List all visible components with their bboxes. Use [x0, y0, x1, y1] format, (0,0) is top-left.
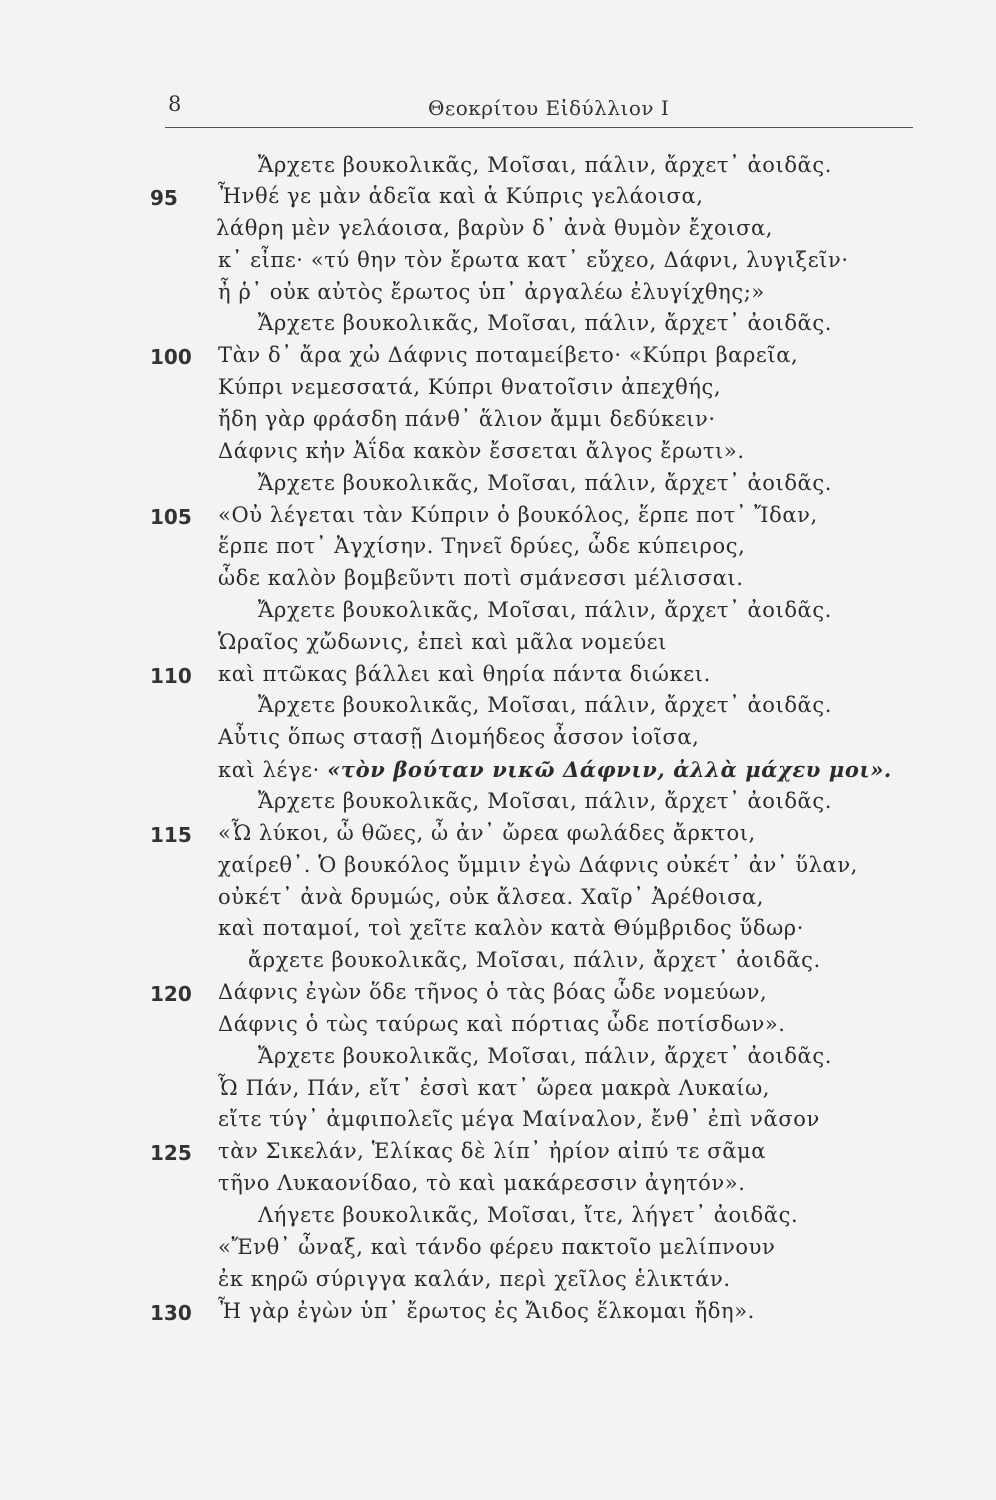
verse-text-main: Ἄρχετε βουκολικᾶς, Μοῖσαι, πάλιν, ἄρχετ᾿ ἀοιδᾶς. — [258, 598, 832, 622]
verse-text — [218, 1076, 770, 1100]
verse-text — [218, 1171, 746, 1195]
verse-line — [0, 757, 996, 787]
running-head: Θεοκρίτου Εἰδύλλιον Ι — [428, 96, 670, 120]
verse-line — [0, 153, 996, 183]
verse-text — [258, 153, 832, 177]
verse-text — [218, 1267, 731, 1291]
verse-line — [0, 662, 996, 692]
verse-text — [218, 980, 767, 1004]
verse-line — [0, 566, 996, 596]
verse-text-main: «Ὦ λύκοι, ὦ θῶες, ὦ ἀν᾿ ὤρεα φωλάδες ἄρκτοι, — [218, 821, 756, 845]
verse-text — [218, 1012, 786, 1036]
verse-text — [218, 1299, 755, 1323]
verse-line — [0, 248, 996, 278]
verse-line — [0, 948, 996, 978]
verse-line — [0, 598, 996, 628]
verse-text-main: Κύπρι νεμεσσατά, Κύπρι θνατοῖσιν ἀπεχθής, — [218, 375, 722, 399]
verse-text — [218, 534, 745, 558]
verse-text-main: τῆνο Λυκαονίδαο, τὸ καὶ μακάρεσσιν ἀγητόν». — [218, 1171, 746, 1195]
verse-text — [218, 885, 764, 909]
verse-text — [218, 184, 704, 208]
line-number: 130 — [150, 1301, 192, 1325]
verse-text — [218, 407, 716, 431]
verse-line — [0, 885, 996, 915]
verse-text — [218, 503, 818, 527]
verse-text — [218, 375, 721, 399]
verse-text-main: Λήγετε βουκολικᾶς, Μοῖσαι, ἴτε, λήγετ᾿ ἀοιδᾶς. — [258, 1203, 799, 1227]
verse-text — [218, 1139, 766, 1163]
verse-text-main: Ἦ γὰρ ἐγὼν ὑπ᾿ ἔρωτος ἐς Ἄιδος ἕλκομαι ἤδη». — [218, 1299, 755, 1323]
verse-text — [218, 853, 858, 877]
verse-text — [258, 1044, 832, 1068]
line-number: 120 — [150, 982, 192, 1006]
verse-text-main: οὐκέτ᾿ ἀνὰ δρυμώς, οὐκ ἄλσεα. Χαῖρ᾿ Ἀρέθοισα, — [218, 885, 765, 909]
verse-line — [0, 1299, 996, 1329]
verse-text-main: «Οὐ λέγεται τὰν Κύπριν ὁ βουκόλος, ἕρπε ποτ᾿ Ἴδαν, — [218, 503, 818, 527]
verse-text-main: λάθρη μὲν γελάοισα, βαρὺν δ᾿ ἀνὰ θυμὸν ἔχοισα, — [216, 216, 774, 240]
verse-line — [0, 1044, 996, 1074]
verse-line — [0, 1267, 996, 1297]
verse-text-main: καὶ λέγε· — [218, 758, 320, 782]
verse-text-main: Ἄρχετε βουκολικᾶς, Μοῖσαι, πάλιν, ἄρχετ᾿ ἀοιδᾶς. — [258, 1044, 832, 1068]
verse-text-main: εἴτε τύγ᾿ ἀμφιπολεῖς μέγα Μαίναλον, ἔνθ᾿ ἐπὶ νᾶσον — [218, 1107, 820, 1131]
verse-text-main: κ᾿ εἶπε· «τύ θην τὸν ἔρωτα κατ᾿ εὔχεο, Δάφνι, λυγιξεῖν· — [218, 248, 849, 272]
verse-line — [0, 375, 996, 405]
verse-line — [0, 693, 996, 723]
verse-text-main: Δάφνις κἠν Ἀΐδα κακὸν ἔσσεται ἄλγος ἔρωτι». — [218, 439, 745, 463]
verse-line — [0, 1171, 996, 1201]
verse-text-main: ἄρχετε βουκολικᾶς, Μοῖσαι, πάλιν, ἄρχετ᾿ ἀοιδᾶς. — [248, 948, 821, 972]
verse-text-main: «Ἔνθ᾿ ὦναξ, καὶ τάνδο φέρευ πακτοῖο μελίπνουν — [218, 1235, 776, 1259]
emphasized-quote: «τὸν βούταν νικῶ Δάφνιν, ἀλλὰ μάχευ μοι». — [327, 757, 892, 782]
verse-line — [0, 184, 996, 214]
verse-text-main: χαίρεθ᾿. Ὁ βουκόλος ὔμμιν ἐγὼ Δάφνις οὐκέτ᾿ ἀν᾿ ὕλαν, — [218, 853, 858, 877]
verse-text — [218, 280, 765, 304]
verse-text — [218, 248, 849, 272]
verse-text — [258, 789, 832, 813]
verse-text — [258, 693, 832, 717]
verse-text-main: ἦ ῥ᾿ οὐκ αὐτὸς ἔρωτος ὑπ᾿ ἀργαλέω ἐλυγίχθης;» — [218, 280, 765, 304]
verse-text — [258, 1203, 798, 1227]
verse-line — [0, 280, 996, 310]
verse-text — [218, 439, 745, 463]
verse-text — [218, 821, 756, 845]
verse-text-main: ἤδη γὰρ φράσδη πάνθ᾿ ἅλιον ἄμμι δεδύκειν· — [218, 407, 716, 431]
line-number: 100 — [150, 345, 192, 369]
verse-text — [218, 343, 798, 367]
verse-line — [0, 311, 996, 341]
verse-line — [0, 439, 996, 469]
verse-text — [218, 1235, 775, 1259]
verse-text — [258, 471, 832, 495]
line-number: 95 — [150, 186, 178, 210]
page-number: 8 — [168, 92, 182, 116]
verse-text — [218, 630, 667, 654]
line-number: 125 — [150, 1141, 192, 1165]
verse-text — [218, 1107, 820, 1131]
verse-line — [0, 630, 996, 660]
verse-line — [0, 916, 996, 946]
verse-line — [0, 343, 996, 373]
verse-line — [0, 725, 996, 755]
verse-line — [0, 1076, 996, 1106]
verse-text-main: Ὦ Πάν, Πάν, εἴτ᾿ ἐσσὶ κατ᾿ ὤρεα μακρὰ Λυκαίω, — [218, 1076, 771, 1100]
verse-text — [218, 757, 892, 782]
verse-text-main: Ἄρχετε βουκολικᾶς, Μοῖσαι, πάλιν, ἄρχετ᾿ ἀοιδᾶς. — [258, 311, 832, 335]
verse-line — [0, 789, 996, 819]
verse-line — [0, 216, 996, 246]
verse-line — [0, 1107, 996, 1137]
verse-line — [0, 1012, 996, 1042]
verse-text-main: Ἄρχετε βουκολικᾶς, Μοῖσαι, πάλιν, ἄρχετ᾿ ἀοιδᾶς. — [258, 471, 832, 495]
verse-text-main: καὶ πτῶκας βάλλει καὶ θηρία πάντα διώκει. — [218, 662, 711, 686]
verse-line — [0, 1203, 996, 1233]
verse-text-main: Τὰν δ᾿ ἄρα χὠ Δάφνις ποταμείβετο· «Κύπρι βαρεῖα, — [218, 343, 799, 367]
verse-text-main: Ἄρχετε βουκολικᾶς, Μοῖσαι, πάλιν, ἄρχετ᾿ ἀοιδᾶς. — [258, 693, 832, 717]
verse-line — [0, 1139, 996, 1169]
verse-text — [248, 948, 821, 972]
verse-text — [258, 311, 832, 335]
verse-text-main: Δάφνις ὁ τὼς ταύρως καὶ πόρτιας ὧδε ποτίσδων». — [218, 1012, 786, 1036]
verse-text-main: ἐκ κηρῶ σύριγγα καλάν, περὶ χεῖλος ἑλικτάν. — [218, 1267, 731, 1291]
verse-line — [0, 1235, 996, 1265]
verse-text-main: Ἄρχετε βουκολικᾶς, Μοῖσαι, πάλιν, ἄρχετ᾿ ἀοιδᾶς. — [258, 153, 832, 177]
verse-text-main: Ἄρχετε βουκολικᾶς, Μοῖσαι, πάλιν, ἄρχετ᾿ ἀοιδᾶς. — [258, 789, 832, 813]
verse-text-main: Αὖτις ὅπως στασῇ Διομήδεος ἆσσον ἰοῖσα, — [218, 725, 700, 749]
verse-text-main: Ἦνθέ γε μὰν ἁδεῖα καὶ ἁ Κύπρις γελάοισα, — [218, 184, 704, 208]
verse-text — [258, 598, 832, 622]
verse-text-main: τὰν Σικελάν, Ἑλίκας δὲ λίπ᾿ ἠρίον αἰπύ τε σᾶμα — [218, 1139, 767, 1163]
verse-line — [0, 471, 996, 501]
line-number: 115 — [150, 823, 192, 847]
verse-text — [216, 216, 773, 240]
verse-text-main: ὧδε καλὸν βομβεῦντι ποτὶ σμάνεσσι μέλισσαι. — [218, 566, 744, 590]
verse-text — [218, 725, 699, 749]
line-number: 105 — [150, 505, 192, 529]
verse-text-main: Ὡραῖος χὤδωνις, ἐπεὶ καὶ μᾶλα νομεύει — [218, 630, 667, 654]
verse-line — [0, 534, 996, 564]
verse-line — [0, 407, 996, 437]
verse-line — [0, 821, 996, 851]
verse-text-main: ἕρπε ποτ᾿ Ἀγχίσην. Τηνεῖ δρύες, ὧδε κύπειρος, — [218, 534, 746, 558]
verse-text-main: καὶ ποταμοί, τοὶ χεῖτε καλὸν κατὰ Θύμβριδος ὕδωρ· — [218, 916, 805, 940]
verse-text — [218, 662, 711, 686]
line-number: 110 — [150, 664, 192, 688]
verse-line — [0, 503, 996, 533]
verse-line — [0, 853, 996, 883]
verse-line — [0, 980, 996, 1010]
verse-text-main: Δάφνις ἐγὼν ὅδε τῆνος ὁ τὰς βόας ὧδε νομεύων, — [218, 980, 768, 1004]
verse-text — [218, 916, 804, 940]
verse-text — [218, 566, 744, 590]
